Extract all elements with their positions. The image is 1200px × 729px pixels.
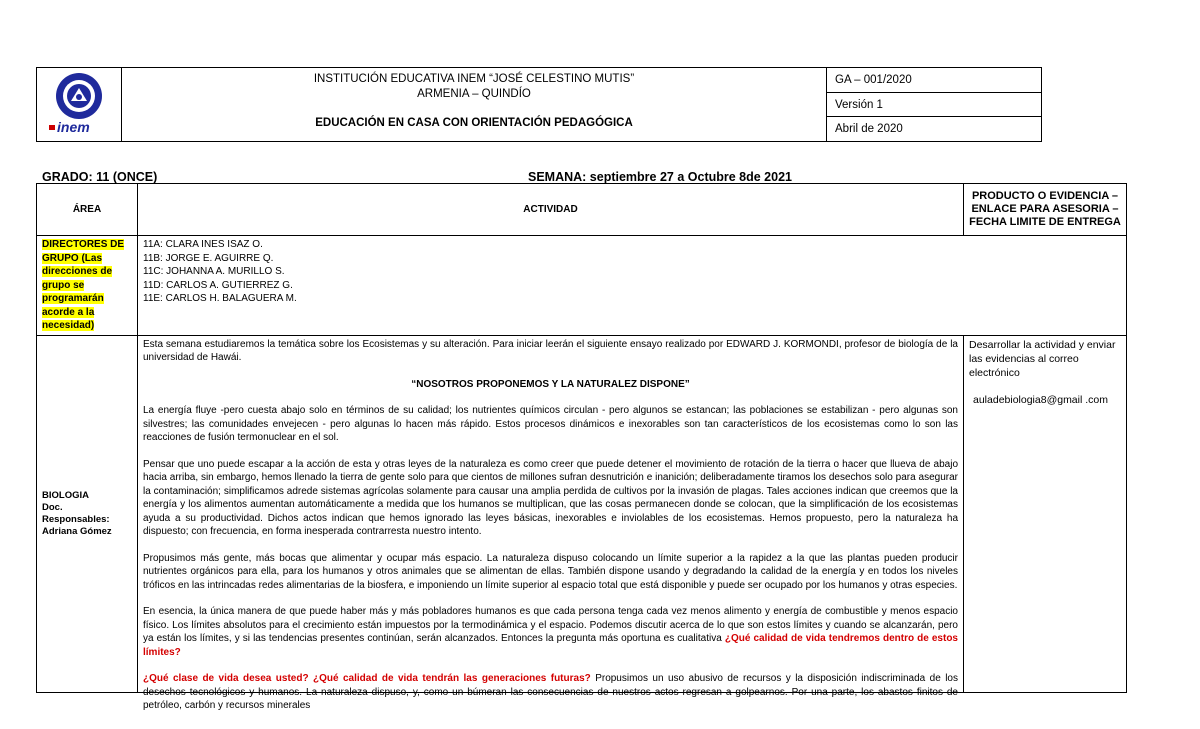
directors-list <box>138 236 1127 336</box>
contact-email[interactable]: auladebiologia8@gmail .com <box>973 393 1108 406</box>
list-item: 11E: CARLOS H. BALAGUERA M. <box>143 293 297 304</box>
essay-paragraph: Propusimos más gente, más bocas que alimentar y ocupar más espacio. La naturaleza dispuso colocando un límite superior a la rapidez a la que las plantas pueden producir nutrientes orgánicos para ella, para los humanos y otros animales que se alimentan de ellas. También dispone usando y degradando la calidad de la energía y en todos los niveles tróficos en las intrincadas redes alimentarias de la biosfera, e imponiendo un límite superior al espacio total que está disponible y puede ser ocupado por los humanos y otras especies. <box>143 552 958 591</box>
doc-version: Versión 1 <box>827 93 1041 118</box>
essay-paragraph <box>143 672 958 713</box>
area-teacher: Adriana Gómez <box>42 525 112 537</box>
list-item: 11A: CLARA INES ISAZ O. <box>143 239 263 250</box>
institution-name: INSTITUCIÓN EDUCATIVA INEM “JOSÉ CELESTINO MUTIS” <box>313 73 635 85</box>
product-cell <box>964 335 1127 692</box>
activities-table <box>36 183 1127 711</box>
activity-text <box>143 338 958 711</box>
essay-paragraph: Pensar que uno puede escapar a la acción de esta y otras leyes de la naturaleza es como creer que puede detener el movimiento de rotación de la tierra o hacer que llueva de abajo hacia arriba, sin embargo, hemos llenado la tierra de gente solo para que cientos de millones sufran desnutrición e inanición; deliberadamente tiramos los desechos solo para asegurar la contaminación; simplificamos adrede sistemas agrícolas solamente para causar una amplia perdida de cultivos por la invasión de plagas. Tales acciones indican que creemos que la energía y los alimentos aumentan automáticamente a medida que los humanos se multiplican, que las cosas permanecen donde se colocan, que la simplificación de los ecosistemas ayuda a su productividad. Dichos actos indican que hemos ignorado las leyes básicas, inexorables e inviolables de los ecosistemas. Hemos propuesto, pero la naturaleza ha dispuesto; con frecuencia, en forma inesperada contrarresta nuestro intento. <box>143 458 958 537</box>
inem-logo <box>37 68 122 141</box>
highlight-question: ¿Qué calidad de vida tendremos dentro de estos límites? <box>143 633 958 658</box>
area-responsible-label: Doc. Responsables: <box>42 501 110 525</box>
doc-code: GA – 001/2020 <box>827 68 1041 93</box>
essay-paragraph <box>143 605 958 659</box>
grade-label: GRADO: 11 (ONCE) <box>42 170 158 184</box>
table-row <box>37 236 1127 336</box>
col-activity-header: ACTIVIDAD <box>138 184 964 236</box>
svg-text:inem: inem <box>57 119 90 135</box>
week-label: SEMANA: septiembre 27 a Octubre 8de 2021 <box>528 170 792 184</box>
header-meta <box>827 68 1041 141</box>
school-logo-icon <box>37 68 121 140</box>
document-header <box>36 67 1042 142</box>
institution-city: ARMENIA – QUINDÍO <box>417 88 531 100</box>
directors-area-label: DIRECTORES DE GRUPO (Las direcciones de grupo se programarán acorde a la necesidad) <box>42 239 125 331</box>
essay-text: Propusimos un uso abusivo de recursos y la disposición indiscriminada de los desechos tecnológicos y humanos. La naturaleza dispuso, y, como un búmeran las consecuencias de nuestros actos regresan a golpearnos. Por una parte, los abastos finitos de petróleo, carbón y recursos minerales <box>143 673 958 711</box>
list-item: 11D: CARLOS A. GUTIERREZ G. <box>143 279 293 291</box>
highlight-question: ¿Qué clase de vida desea usted? ¿Qué calidad de vida tendrán las generaciones futuras? <box>143 673 591 684</box>
essay-title: “NOSOTROS PROPONEMOS Y LA NATURALEZ DISPONE” <box>411 378 690 390</box>
area-cell <box>37 236 138 336</box>
activity-cell <box>138 335 964 711</box>
activity-intro: Esta semana estudiaremos la temática sobre los Ecosistemas y su alteración. Para iniciar leerán el siguiente ensayo realizado por EDWARD J. KORMONDI, profesor de biología de la universidad de Hawái. <box>143 338 958 363</box>
list-item: 11C: JOHANNA A. MURILLO S. <box>143 266 285 277</box>
biology-area-cell <box>37 335 138 692</box>
table-row <box>37 335 1127 692</box>
product-instructions: Desarrollar la actividad y enviar las evidencias al correo electrónico <box>969 338 1116 379</box>
doc-date: Abril de 2020 <box>835 123 903 136</box>
col-area-header: ÁREA <box>37 184 138 236</box>
table-header-row <box>37 184 1127 236</box>
essay-paragraph: La energía fluye -pero cuesta abajo solo en términos de su calidad; los nutrientes químicos circulan - pero algunos se estancan; las poblaciones se estabilizan - pero algunas son silvestres; las comunidades envejecen - pero algunas lo hacen más rápido. Estos procesos dinámicos e inexorables son tan característicos de los ecosistemas como lo son las reacciones de fusión termonuclear en el sol. <box>143 405 958 443</box>
essay-text: En esencia, la única manera de que puede haber más y más pobladores humanos es que cada persona tenga cada vez menos alimento y energía de combustible y menos espacio físico. Los límites absolutos para el crecimiento están impuestos por la termodinámica y el espacio. Podemos discutir acerca de lo que son estos límites y cuando se alcanzarán, pero ya están los límites, y si las tendencias presentes continúan, serán alcanzados. Entonces la pregunta más oportuna es cualitativa <box>143 606 958 644</box>
program-title: EDUCACIÓN EN CASA CON ORIENTACIÓN PEDAGÓGICA <box>315 117 633 129</box>
list-item: 11B: JORGE E. AGUIRRE Q. <box>143 252 274 264</box>
header-center <box>122 68 827 141</box>
col-product-header: PRODUCTO O EVIDENCIA – ENLACE PARA ASESORIA – FECHA LIMITE DE ENTREGA <box>964 184 1127 236</box>
area-subject: BIOLOGIA <box>42 489 89 501</box>
